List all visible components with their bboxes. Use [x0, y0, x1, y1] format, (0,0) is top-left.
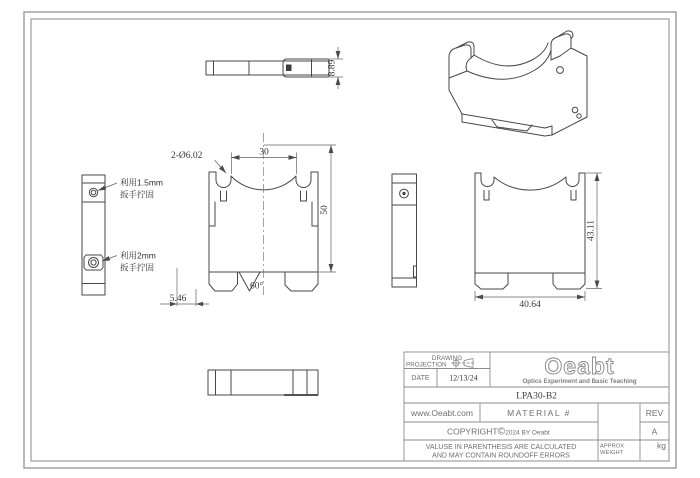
approx-weight-label-line2: WEIGHT: [600, 450, 624, 456]
wrench-annotations: [98, 178, 163, 273]
left-side-view: [82, 175, 105, 295]
iso-side-screw-icon: [557, 67, 564, 74]
dim-foot-offset: 5.46: [169, 294, 187, 304]
dim-groove-angle: 60°: [250, 281, 264, 292]
third-angle-projection-icon: [452, 359, 476, 368]
iso-bottom-screw2-icon: [577, 114, 581, 118]
iso-bottom-screw-icon: [572, 107, 578, 113]
front-view: [160, 133, 336, 306]
dim-saddle-width: 30: [259, 147, 269, 158]
wrench-note-small-line2: 扳手拧固: [120, 189, 155, 200]
dim-hole-callout: 2-Ø6.02: [171, 151, 203, 161]
company-logo: Oeabt: [544, 353, 615, 379]
date-label: DATE: [411, 375, 430, 382]
date-value: 12/13/24: [449, 373, 478, 383]
bottom-view: [208, 370, 318, 395]
sheet-border: [24, 12, 676, 468]
weight-unit: kg: [657, 440, 666, 451]
title-block: [404, 352, 669, 461]
back-view: [475, 173, 602, 310]
projection-label: PROJECTION: [406, 361, 447, 369]
approx-weight-label-line1: APPROX: [600, 443, 625, 450]
disclaimer-line1: VALUSE IN PARENTHESIS ARE CALCULATED: [425, 444, 577, 451]
drawing-label: DRAWING: [431, 355, 463, 362]
wrench-note-large-line1: 利用2mm: [120, 250, 156, 261]
copyright-line: COPYRIGHT©2024 BY Oeabt: [447, 425, 550, 438]
rev-label: REV: [645, 408, 664, 418]
top-view: [206, 47, 343, 89]
right-side-view: [392, 174, 417, 287]
large-setscrew-icon: [89, 258, 99, 268]
wrench-note-large-line2: 扳手拧固: [120, 262, 155, 273]
dim-body-height: 43.11: [586, 219, 597, 242]
website: www.Oeabt.com: [411, 408, 473, 418]
rev-value: A: [651, 426, 658, 437]
dim-body-width: 40.64: [519, 300, 541, 310]
dim-top-depth: 8.89: [327, 59, 338, 77]
material-label: MATERIAL #: [507, 408, 571, 418]
small-setscrew-icon: [89, 188, 97, 196]
isometric-view: [449, 31, 587, 136]
set-screw-mark: [286, 65, 292, 72]
logo-tagline: Optics Experiment and Basic Teaching: [522, 378, 637, 385]
dim-center-height: 50: [320, 205, 330, 215]
disclaimer-line2: AND MAY CONTAIN ROUNDOFF ERRORS: [432, 452, 570, 460]
part-number: LPA30-B2: [516, 391, 557, 402]
wrench-note-small-line1: 利用1.5mm: [120, 177, 163, 188]
